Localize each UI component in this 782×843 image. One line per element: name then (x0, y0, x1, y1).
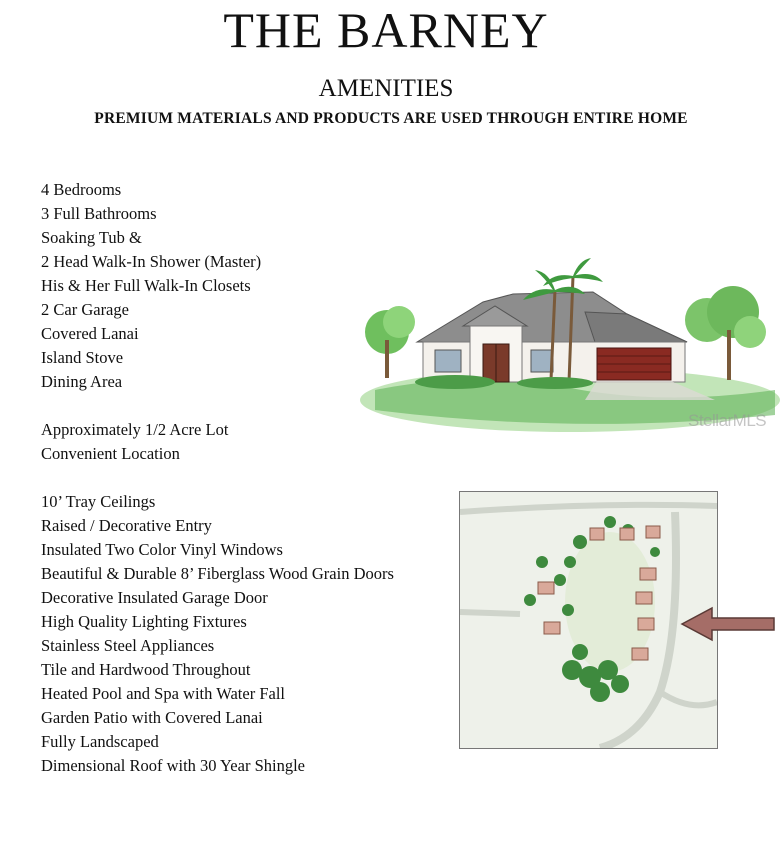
list-item: Raised / Decorative Entry (41, 516, 212, 535)
list-item: High Quality Lighting Fixtures (41, 612, 247, 631)
site-plan-drawing (460, 492, 717, 748)
list-item: Covered Lanai (41, 324, 139, 343)
page-title: THE BARNEY (223, 2, 549, 58)
list-item: 4 Bedrooms (41, 180, 122, 199)
list-item: Soaking Tub & (41, 228, 142, 247)
amenity-list-lot (41, 418, 228, 466)
amenity-list-features (41, 490, 394, 778)
list-item: 3 Full Bathrooms (41, 204, 157, 223)
list-item: Beautiful & Durable 8’ Fiberglass Wood Grain Doors (41, 564, 394, 583)
list-item: Convenient Location (41, 444, 180, 463)
list-item: Insulated Two Color Vinyl Windows (41, 540, 283, 559)
list-item: His & Her Full Walk-In Closets (41, 276, 251, 295)
list-item: Fully Landscaped (41, 732, 159, 751)
list-item: Tile and Hardwood Throughout (41, 660, 251, 679)
list-item: Garden Patio with Covered Lanai (41, 708, 263, 727)
list-item: Dining Area (41, 372, 123, 391)
list-item: 2 Head Walk-In Shower (Master) (41, 252, 262, 271)
amenity-list-rooms (41, 178, 261, 394)
list-item: Dimensional Roof with 30 Year Shingle (41, 756, 305, 775)
watermark: StellarMLS (688, 411, 767, 430)
list-item: 10’ Tray Ceilings (41, 492, 156, 511)
list-item: Stainless Steel Appliances (41, 636, 215, 655)
section-title: AMENITIES (318, 75, 454, 102)
location-arrow-icon (680, 606, 776, 642)
list-item: 2 Car Garage (41, 300, 129, 319)
tagline: PREMIUM MATERIALS AND PRODUCTS ARE USED THROUGH ENTIRE HOME (94, 110, 688, 127)
house-illustration (355, 240, 780, 440)
list-item: Heated Pool and Spa with Water Fall (41, 684, 285, 703)
list-item: Decorative Insulated Garage Door (41, 588, 268, 607)
list-item: Approximately 1/2 Acre Lot (41, 420, 229, 439)
list-item: Island Stove (41, 348, 124, 367)
